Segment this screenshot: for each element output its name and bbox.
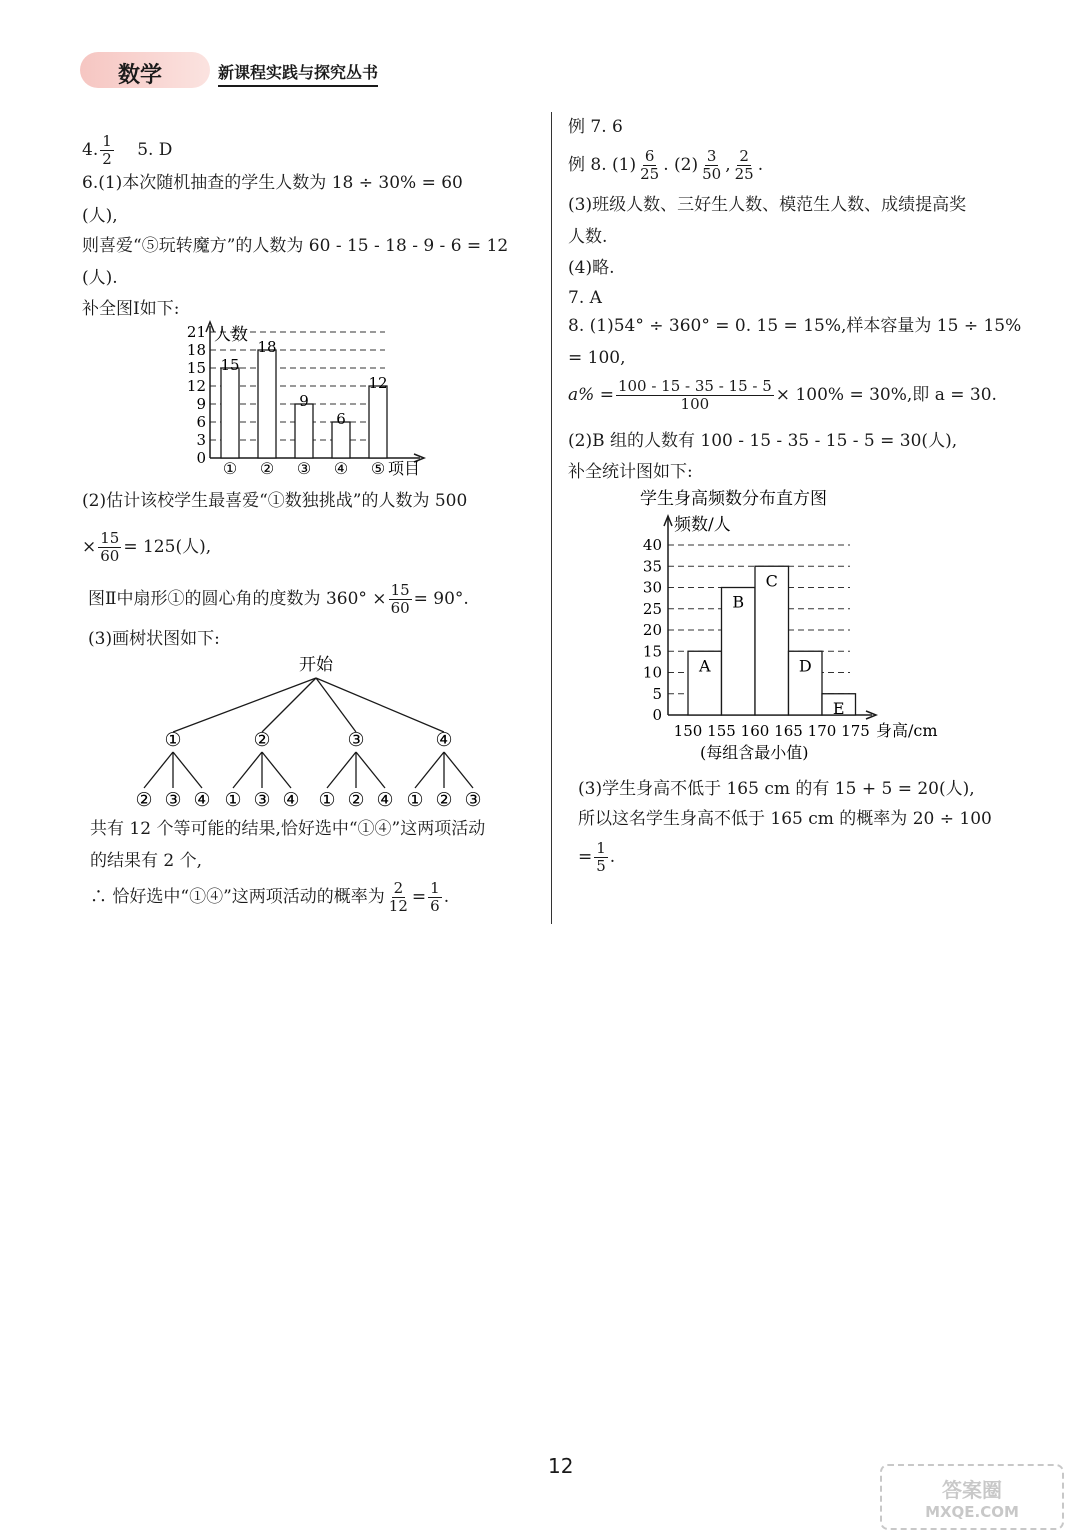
ex8-1-2-answer: 例 8. (1) $\frac{6}{25}$ . (2) $\frac{3}{50}$ , $\frac{2}{25}$ . [568, 147, 764, 183]
y-tick-label: 9 [196, 395, 206, 413]
ex8-3-line2: 人数. [568, 227, 608, 247]
y-tick-label: 35 [642, 557, 662, 576]
chart-note: (每组含最小值) [700, 743, 809, 762]
y-tick-label: 3 [196, 431, 206, 449]
x-tick-label: 165 [774, 722, 803, 740]
ex8-4: (4)略. [568, 258, 615, 278]
q4-answer: 4. $\frac{1}{2}$ 5. D [82, 132, 173, 168]
category-label: ② [259, 459, 275, 478]
tree-edge [173, 752, 202, 788]
chart-title: 学生身高频数分布直方图 [640, 489, 827, 509]
tree-edge [356, 752, 385, 788]
bar [295, 404, 313, 458]
y-tick-label: 6 [196, 413, 206, 431]
bar-letter-label: A [698, 656, 711, 676]
category-label: ① [222, 459, 238, 478]
tree-leaf-label: ② [135, 789, 153, 811]
category-label: ⑤ [370, 459, 386, 478]
q8-2-line1: (2)B 组的人数有 100 - 15 - 35 - 15 - 5 = 30(人), [568, 431, 958, 451]
y-tick-label: 40 [642, 536, 662, 554]
y-axis-label: 人数 [214, 325, 248, 345]
bar-value-label: 9 [299, 392, 309, 410]
q8-1-line2: = 100, [568, 348, 626, 368]
tree-branch-label: ① [164, 729, 182, 751]
x-axis-label: 身高/cm [876, 721, 938, 740]
bar-value-label: 12 [368, 374, 388, 392]
header-series: 新课程实践与探究丛书 [218, 60, 378, 87]
tree-edge [444, 752, 473, 788]
y-tick-label: 20 [642, 621, 662, 639]
column-divider [551, 112, 552, 924]
y-tick-label: 5 [652, 684, 662, 703]
fraction: $\frac{15}{60}$ [390, 581, 410, 617]
fraction: $\frac{2}{12}$ [388, 879, 408, 915]
fraction: $\frac{3}{50}$ [702, 147, 722, 183]
q8-2-line2: 补全统计图如下: [568, 462, 693, 482]
bar [369, 386, 387, 458]
x-tick-label: 175 [841, 722, 870, 740]
q6-1-line5: 补全图Ⅰ如下: [82, 299, 180, 319]
x-axis-label: 项目 [388, 459, 421, 478]
bar-value-label: 6 [336, 410, 346, 428]
y-tick-label: 15 [642, 642, 662, 661]
q6-3-line1: (3)画树状图如下: [88, 629, 220, 649]
y-tick-label: 21 [186, 323, 206, 341]
fraction: $\frac{15}{60}$ [100, 529, 120, 565]
bar-letter-label: C [765, 571, 778, 591]
bar [258, 350, 276, 458]
tree-diagram [120, 650, 520, 815]
q6-2-line1: (2)估计该校学生最喜爱“①数独挑战”的人数为 500 [82, 491, 468, 511]
tree-edge [415, 752, 444, 788]
tree-edge [233, 752, 262, 788]
bar-letter-label: E [832, 698, 845, 718]
y-tick-label: 18 [186, 341, 206, 359]
tree-edge [173, 678, 316, 732]
bar [221, 368, 239, 458]
y-tick-label: 30 [642, 578, 662, 597]
bar-chart-activities [170, 318, 440, 480]
x-tick-label: 170 [807, 722, 837, 740]
y-tick-label: 15 [186, 359, 206, 377]
x-tick-label: 160 [740, 722, 770, 740]
q6-3-line4: ∴ 恰好选中“①④”这两项活动的概率为 $\frac{2}{12}$ = $\frac{1}{6}$ . [90, 879, 450, 915]
category-label: ③ [296, 459, 312, 478]
fraction: $\frac{1}{6}$ [430, 879, 440, 915]
fraction: $\frac{100 - 15 - 35 - 15 - 5}{100}$ [617, 377, 772, 413]
tree-leaf-label: ④ [193, 789, 211, 811]
fraction: $\frac{2}{25}$ [734, 147, 754, 183]
y-tick-label: 25 [642, 599, 662, 618]
y-tick-label: 0 [652, 706, 662, 724]
tree-leaf-label: ③ [253, 789, 271, 811]
y-axis-label: 频数/人 [674, 515, 731, 535]
bar-value-label: 15 [220, 356, 240, 374]
tree-branch-label: ④ [435, 729, 453, 751]
q6-2-line2: × $\frac{15}{60}$ = 125(人), [82, 529, 212, 565]
tree-leaf-label: ② [435, 789, 453, 811]
q6-2-line3: 图Ⅱ中扇形①的圆心角的度数为 360° × $\frac{15}{60}$ = 90°. [88, 581, 469, 617]
x-tick-label: 150 [673, 722, 703, 740]
y-tick-label: 10 [642, 663, 662, 682]
bar-letter-label: B [732, 592, 745, 612]
tree-edge [327, 752, 356, 788]
x-tick-label: 155 [707, 722, 736, 740]
q8-3-line1: (3)学生身高不低于 165 cm 的有 15 + 5 = 20(人), [578, 779, 975, 799]
q8-3-line3: = $\frac{1}{5}$ . [578, 839, 616, 875]
y-tick-label: 12 [186, 377, 206, 395]
watermark-logo: 答案圈 MXQE.COM [880, 1464, 1064, 1530]
q8-3-line2: 所以这名学生身高不低于 165 cm 的概率为 20 ÷ 100 [578, 809, 992, 829]
fraction: $\frac{1}{2}$ [102, 132, 112, 168]
histogram-heights [620, 486, 950, 768]
bar-letter-label: D [798, 656, 812, 676]
tree-edge [262, 752, 291, 788]
header-subject: 数学 [118, 63, 163, 88]
q6-1-line3: 则喜爱“⑤玩转魔方”的人数为 60 - 15 - 18 - 9 - 6 = 12 [82, 236, 509, 256]
tree-leaf-label: ④ [282, 789, 300, 811]
tree-leaf-label: ① [224, 789, 242, 811]
q6-1-line2: (人), [82, 206, 118, 226]
y-tick-label: 0 [196, 449, 206, 467]
tree-leaf-label: ④ [376, 789, 394, 811]
tree-edge [262, 678, 316, 732]
tree-branch-label: ③ [347, 729, 365, 751]
ex7-answer: 例 7. 6 [568, 117, 623, 137]
tree-root-label: 开始 [299, 655, 333, 675]
fraction: $\frac{1}{5}$ [596, 839, 606, 875]
tree-leaf-label: ① [318, 789, 336, 811]
fraction: $\frac{6}{25}$ [640, 147, 660, 183]
page-number: 12 [548, 1454, 574, 1478]
q8-1-line3: a% = $\frac{100 - 15 - 35 - 15 - 5}{100}$ × 100% = 30%,即 a = 30. [568, 377, 997, 413]
tree-branch-label: ② [253, 729, 271, 751]
q6-1-line4: (人). [82, 268, 118, 288]
tree-leaf-label: ③ [464, 789, 482, 811]
tree-leaf-label: ② [347, 789, 365, 811]
q6-3-line2: 共有 12 个等可能的结果,恰好选中“①④”这两项活动 [90, 819, 486, 839]
tree-leaf-label: ① [406, 789, 424, 811]
q6-1-line1: 6.(1)本次随机抽查的学生人数为 18 ÷ 30% = 60 [82, 173, 463, 193]
bar-value-label: 18 [257, 338, 277, 356]
category-label: ④ [333, 459, 349, 478]
tree-leaf-label: ③ [164, 789, 182, 811]
q6-3-line3: 的结果有 2 个, [90, 851, 203, 871]
ex8-3-line1: (3)班级人数、三好生人数、模范生人数、成绩提高奖 [568, 195, 967, 215]
q7-answer: 7. A [568, 288, 602, 308]
tree-edge [144, 752, 173, 788]
q8-1-line1: 8. (1)54° ÷ 360° = 0. 15 = 15%,样本容量为 15 ÷ 15% [568, 316, 1022, 336]
